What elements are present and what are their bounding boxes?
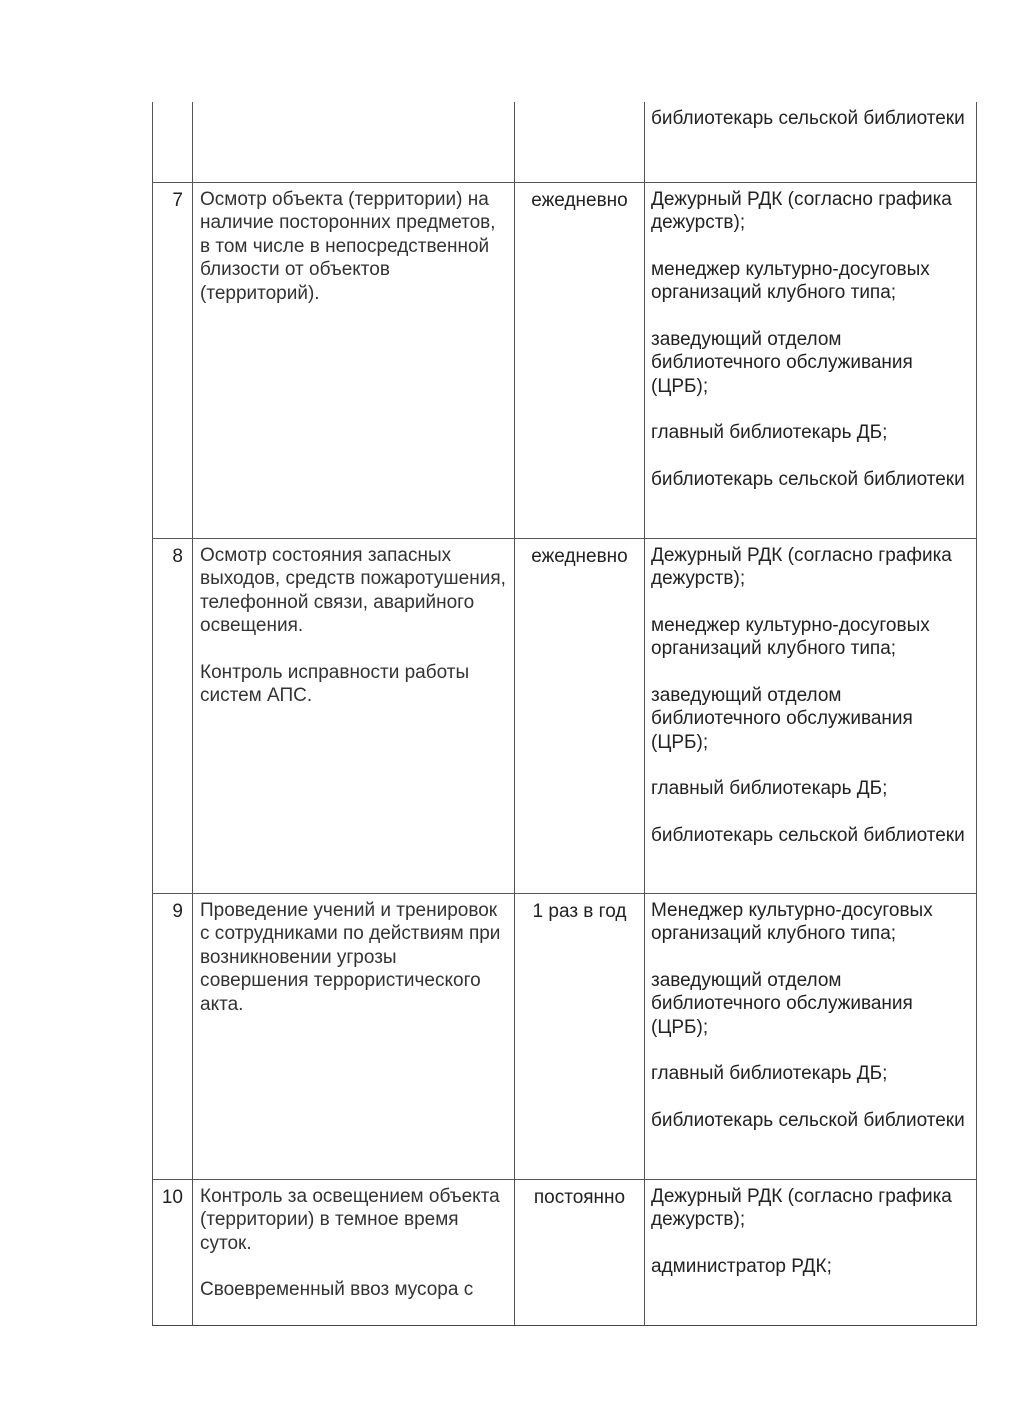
responsible-cell: [645, 538, 977, 893]
measures-table: [152, 102, 977, 1326]
frequency-cell: ежедневно: [515, 182, 645, 538]
responsible-item: главный библиотекарь ДБ;: [651, 778, 888, 799]
row-number: 10: [153, 1179, 193, 1325]
responsible-item: библиотекарь сельской библиотеки: [651, 108, 965, 129]
responsible-item: заведующий отделом библиотечного обслуживания (ЦРБ);: [651, 969, 913, 1038]
row-number: 9: [153, 893, 193, 1179]
responsible-item: библиотекарь сельской библиотеки: [651, 824, 965, 846]
responsible-item: заведующий отделом библиотечного обслуживания (ЦРБ);: [651, 328, 913, 397]
action-cell: [193, 538, 515, 893]
responsible-cell: [645, 182, 977, 538]
action-text: Контроль за освещением объекта (территории) в темное время суток.: [200, 1185, 500, 1254]
table-row: [153, 893, 977, 1179]
row-number: [153, 102, 193, 182]
frequency-cell: 1 раз в год: [515, 893, 645, 1179]
responsible-item: библиотекарь сельской библиотеки: [651, 1109, 965, 1131]
responsible-item: Дежурный РДК (согласно графика дежурств);: [651, 1185, 952, 1230]
action-cell: [193, 1179, 515, 1325]
responsible-item: заведующий отделом библиотечного обслуживания (ЦРБ);: [651, 684, 913, 753]
row-number: 8: [153, 538, 193, 893]
frequency-cell: [515, 102, 645, 182]
action-text: Осмотр объекта (территории) на наличие посторонних предметов, в том числе в непосредственной близости от объектов (территорий).: [200, 188, 496, 304]
table-row: [153, 102, 977, 182]
responsible-cell: [645, 102, 977, 182]
responsible-item: главный библиотекарь ДБ;: [651, 1063, 888, 1084]
frequency-cell: постоянно: [515, 1179, 645, 1325]
responsible-item: главный библиотекарь ДБ;: [651, 422, 888, 443]
action-cell: [193, 102, 515, 182]
action-cell: [193, 182, 515, 538]
row-number: 7: [153, 182, 193, 538]
responsible-item: менеджер культурно-досуговых организаций клубного типа;: [651, 614, 930, 659]
action-text: Осмотр состояния запасных выходов, средств пожаротушения, телефонной связи, аварийного освещения.: [200, 544, 506, 636]
action-cell: [193, 893, 515, 1179]
table-row: [153, 538, 977, 893]
responsible-item: библиотекарь сельской библиотеки: [651, 468, 965, 490]
action-text: Проведение учений и тренировок с сотрудниками по действиям при возникновении угрозы совершения террористического акта.: [200, 899, 501, 1015]
responsible-item: администратор РДК;: [651, 1255, 832, 1277]
frequency-cell: ежедневно: [515, 538, 645, 893]
responsible-item: Дежурный РДК (согласно графика дежурств);: [651, 188, 952, 233]
action-text: Контроль исправности работы систем АПС.: [200, 661, 470, 706]
responsible-item: Дежурный РДК (согласно графика дежурств);: [651, 544, 952, 589]
responsible-cell: [645, 1179, 977, 1325]
action-text: Своевременный ввоз мусора с: [200, 1279, 474, 1300]
table-row: [153, 182, 977, 538]
responsible-cell: [645, 893, 977, 1179]
responsible-item: менеджер культурно-досуговых организаций клубного типа;: [651, 258, 930, 303]
table-row: [153, 1179, 977, 1325]
responsible-item: Менеджер культурно-досуговых организаций клубного типа;: [651, 899, 933, 944]
